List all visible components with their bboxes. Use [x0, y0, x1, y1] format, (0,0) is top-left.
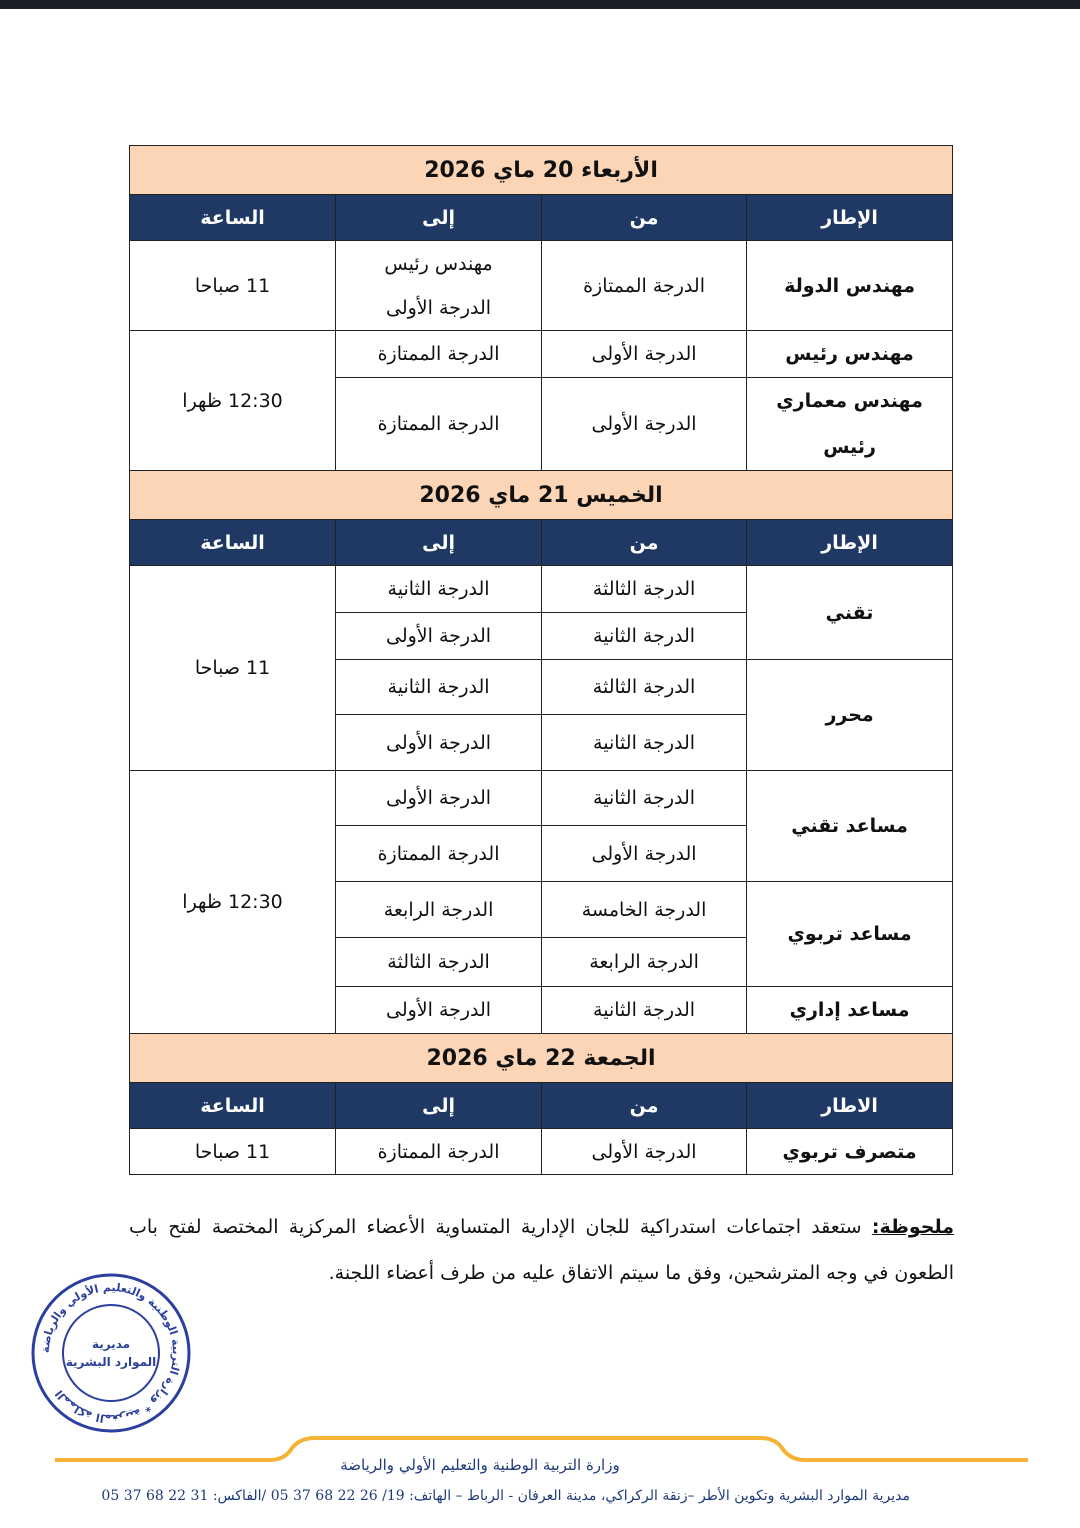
to-cell — [336, 241, 542, 331]
table-row — [130, 1129, 953, 1175]
from-cell: الدرجة الأولى — [542, 378, 747, 471]
header-cadre: الإطار — [747, 195, 953, 241]
to-cell: الدرجة الثانية — [336, 566, 542, 613]
cadre-cell: محرر — [747, 660, 953, 771]
table-row — [130, 771, 953, 826]
to-cell: الدرجة الثانية — [336, 660, 542, 715]
to-cell: الدرجة الثالثة — [336, 938, 542, 987]
from-cell: الدرجة الثانية — [542, 613, 747, 660]
to-cell: الدرجة الأولى — [336, 987, 542, 1034]
time-cell: 11 صباحا — [130, 1129, 336, 1175]
note-paragraph — [129, 1204, 954, 1296]
stamp-line-2: الموارد البشرية — [65, 1355, 157, 1369]
header-to: إلى — [336, 520, 542, 566]
header-cadre: الاطار — [747, 1083, 953, 1129]
cadre-cell: مهندس معماري رئيس — [747, 378, 953, 471]
header-to: إلى — [336, 1083, 542, 1129]
header-time: الساعة — [130, 1083, 336, 1129]
cadre-cell: مهندس الدولة — [747, 241, 953, 331]
to-cell: الدرجة الممتازة — [336, 826, 542, 882]
time-cell: 12:30 ظهرا — [130, 331, 336, 471]
cadre-cell: متصرف تربوي — [747, 1129, 953, 1175]
to-cell: الدرجة الممتازة — [336, 378, 542, 471]
top-bar — [0, 0, 1080, 9]
header-from: من — [542, 1083, 747, 1129]
note-label: ملحوظة: — [871, 1216, 954, 1238]
header-time: الساعة — [130, 520, 336, 566]
column-headers — [130, 1083, 953, 1129]
official-stamp — [30, 1272, 192, 1434]
header-to: إلى — [336, 195, 542, 241]
footer-ministry: وزارة التربية الوطنية والتعليم الأولي والرياضة — [340, 1456, 620, 1474]
from-cell: الدرجة الممتازة — [542, 241, 747, 331]
from-cell: الدرجة الثانية — [542, 715, 747, 771]
to-cell: الدرجة الرابعة — [336, 882, 542, 938]
to-cell: الدرجة الممتازة — [336, 1129, 542, 1175]
from-cell: الدرجة الأولى — [542, 826, 747, 882]
from-cell: الدرجة الثالثة — [542, 566, 747, 613]
day-header — [130, 146, 953, 195]
from-cell: الدرجة الثانية — [542, 771, 747, 826]
to-cell: الدرجة الأولى — [336, 771, 542, 826]
from-cell: الدرجة الثانية — [542, 987, 747, 1034]
from-cell: الدرجة الرابعة — [542, 938, 747, 987]
cadre-cell: مهندس رئيس — [747, 331, 953, 378]
column-headers — [130, 520, 953, 566]
from-cell: الدرجة الخامسة — [542, 882, 747, 938]
from-cell: الدرجة الأولى — [542, 331, 747, 378]
cadre-cell: مساعد إداري — [747, 987, 953, 1034]
cadre-cell: مساعد تربوي — [747, 882, 953, 987]
to-cell: الدرجة الأولى — [336, 715, 542, 771]
column-headers — [130, 195, 953, 241]
day-date: الجمعة 22 ماي 2026 — [130, 1034, 953, 1083]
time-cell: 11 صباحا — [130, 241, 336, 331]
cadre-cell: تقني — [747, 566, 953, 660]
day-header — [130, 1034, 953, 1083]
footer-address: مديرية الموارد البشرية وتكوين الأطر –زنقة الركراكي، مدينة العرفان - الرباط – الهاتف: 19/ 26 22 68 37 05 /الفاكس: 31 22 68 37 05 — [101, 1488, 910, 1504]
to-cell: الدرجة الممتازة — [336, 331, 542, 378]
header-from: من — [542, 195, 747, 241]
day-date: الأربعاء 20 ماي 2026 — [130, 146, 953, 195]
header-time: الساعة — [130, 195, 336, 241]
table-row — [130, 331, 953, 378]
to-line: الدرجة الأولى — [385, 296, 492, 319]
schedule-table — [129, 145, 953, 1175]
stamp-ring-text: المملكة المغربية * وزارة التربية الوطنية والتعليم الأولي والرياضة — [38, 1280, 184, 1426]
note-text: ستعقد اجتماعات استدراكية للجان الإدارية المتساوية الأعضاء المركزية المختصة لفتح باب الطعون في وجه المترشحين، وفق ما سيتم الاتفاق عليه من طرف أعضاء اللجنة. — [129, 1216, 954, 1284]
header-from: من — [542, 520, 747, 566]
to-line: مهندس رئيس — [384, 252, 493, 275]
header-cadre: الإطار — [747, 520, 953, 566]
time-cell: 12:30 ظهرا — [130, 771, 336, 1034]
day-header — [130, 471, 953, 520]
table-row — [130, 566, 953, 613]
stamp-line-1: مديرية — [91, 1337, 131, 1351]
table-row — [130, 241, 953, 331]
cadre-cell: مساعد تقني — [747, 771, 953, 882]
time-cell: 11 صباحا — [130, 566, 336, 771]
from-cell: الدرجة الثالثة — [542, 660, 747, 715]
day-date: الخميس 21 ماي 2026 — [130, 471, 953, 520]
to-cell: الدرجة الأولى — [336, 613, 542, 660]
from-cell: الدرجة الأولى — [542, 1129, 747, 1175]
